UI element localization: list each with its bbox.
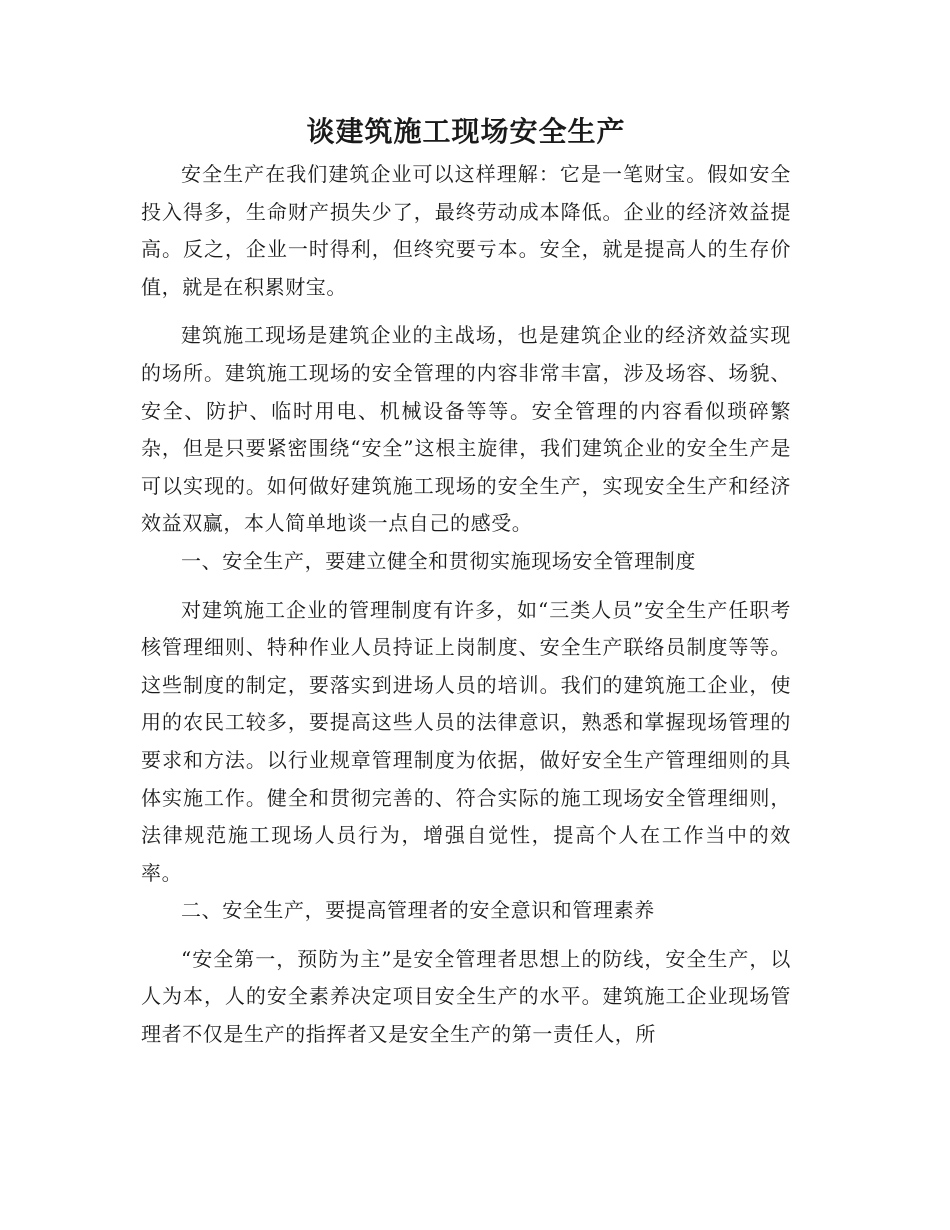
section-heading-2: 二、安全生产，要提高管理者的安全意识和管理素养 xyxy=(181,898,655,923)
paragraph-intro: 安全生产在我们建筑企业可以这样理解：它是一笔财宝。假如安全投入得多，生命财产损失少了，最终劳动成本降低。企业的经济效益提高。反之，企业一时得利，但终究要亏本。安全，就是提高人的生存价值，就是在积累财宝。 xyxy=(141,162,791,299)
paragraph-management-system: 对建筑施工企业的管理制度有许多，如“三类人员”安全生产任职考核管理细则、特种作业人员持证上岗制度、安全生产联络员制度等等。这些制度的制定，要落实到进场人员的培训。我们的建筑施工企业，使用的农民工较多，要提高这些人员的法律意识，熟悉和掌握现场管理的要求和方法。以行业规章管理制度为依据，做好安全生产管理细则的具体实施工作。健全和贯彻完善的、符合实际的施工现场安全管理细则，法律规范施工现场人员行为，增强自觉性，提高个人在工作当中的效率。 xyxy=(141,597,791,885)
paragraph-site-overview: 建筑施工现场是建筑企业的主战场，也是建筑企业的经济效益实现的场所。建筑施工现场的安全管理的内容非常丰富，涉及场容、场貌、安全、防护、临时用电、机械设备等等。安全管理的内容看似琐碎繁杂，但是只要紧密围绕“安全”这根主旋律，我们建筑企业的安全生产是可以实现的。如何做好建筑施工现场的安全生产，实现安全生产和经济效益双赢，本人简单地谈一点自己的感受。 xyxy=(141,323,791,536)
paragraph-safety-awareness: “安全第一，预防为主”是安全管理者思想上的防线，安全生产，以人为本，人的安全素养决定项目安全生产的水平。建筑施工企业现场管理者不仅是生产的指挥者又是安全生产的第一责任人，所 xyxy=(141,946,791,1047)
document-page xyxy=(141,108,791,1054)
document-title: 谈建筑施工现场安全生产 xyxy=(306,115,626,148)
section-heading-1: 一、安全生产，要建立健全和贯彻实施现场安全管理制度 xyxy=(181,548,696,573)
